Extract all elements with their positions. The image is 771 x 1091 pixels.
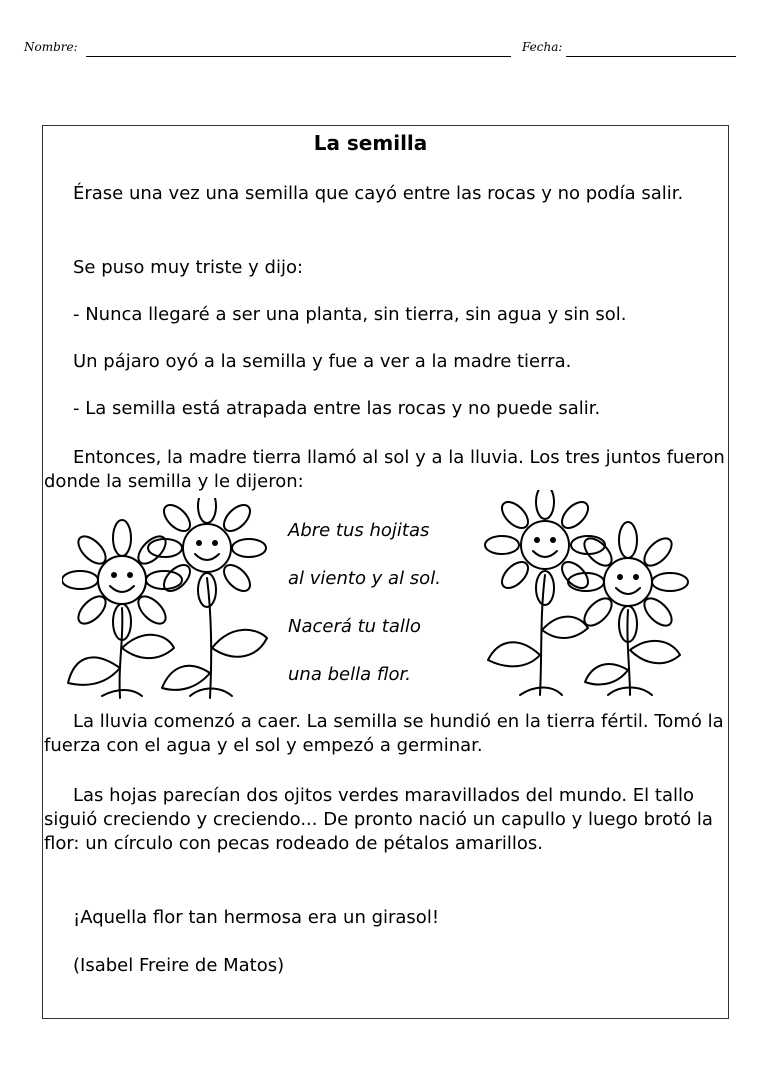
smiling-flowers-icon (62, 498, 274, 708)
poem-line: una bella flor. (288, 664, 411, 685)
poem-line: Abre tus hojitas (288, 520, 430, 541)
story-paragraph: Se puso muy triste y dijo: (73, 257, 304, 278)
poem-line: Nacerá tu tallo (288, 616, 421, 637)
story-paragraph: Entonces, la madre tierra llamó al sol y a la lluvia. Los tres juntos fueron donde la semilla y le dijeron: (44, 447, 725, 492)
story-paragraph: - Nunca llegaré a ser una planta, sin tierra, sin agua y sin sol. (73, 304, 627, 325)
worksheet-header (24, 40, 740, 62)
author-credit: (Isabel Freire de Matos) (73, 955, 285, 976)
date-field[interactable] (566, 56, 736, 57)
name-field[interactable] (86, 56, 511, 57)
story-paragraph: ¡Aquella flor tan hermosa era un girasol! (73, 907, 440, 928)
story-paragraph: Las hojas parecían dos ojitos verdes maravillados del mundo. El tallo siguió creciendo y creciendo... De pronto nació un capullo y luego brotó la flor: un círculo con pecas rodeado de pétalos amarillos. (44, 785, 713, 854)
story-paragraph: Érase una vez una semilla que cayó entre las rocas y no podía salir. (73, 183, 684, 204)
story-paragraph: La lluvia comenzó a caer. La semilla se hundió en la tierra fértil. Tomó la fuerza con el agua y el sol y empezó a germinar. (44, 711, 724, 756)
date-label: Fecha: (522, 40, 563, 54)
story-paragraph: Un pájaro oyó a la semilla y fue a ver a la madre tierra. (73, 351, 572, 372)
poem-line: al viento y al sol. (288, 568, 441, 589)
story-title: La semilla (313, 131, 428, 155)
name-label: Nombre: (24, 40, 78, 54)
smiling-flowers-icon (480, 490, 692, 705)
story-paragraph: - La semilla está atrapada entre las rocas y no puede salir. (73, 398, 601, 419)
